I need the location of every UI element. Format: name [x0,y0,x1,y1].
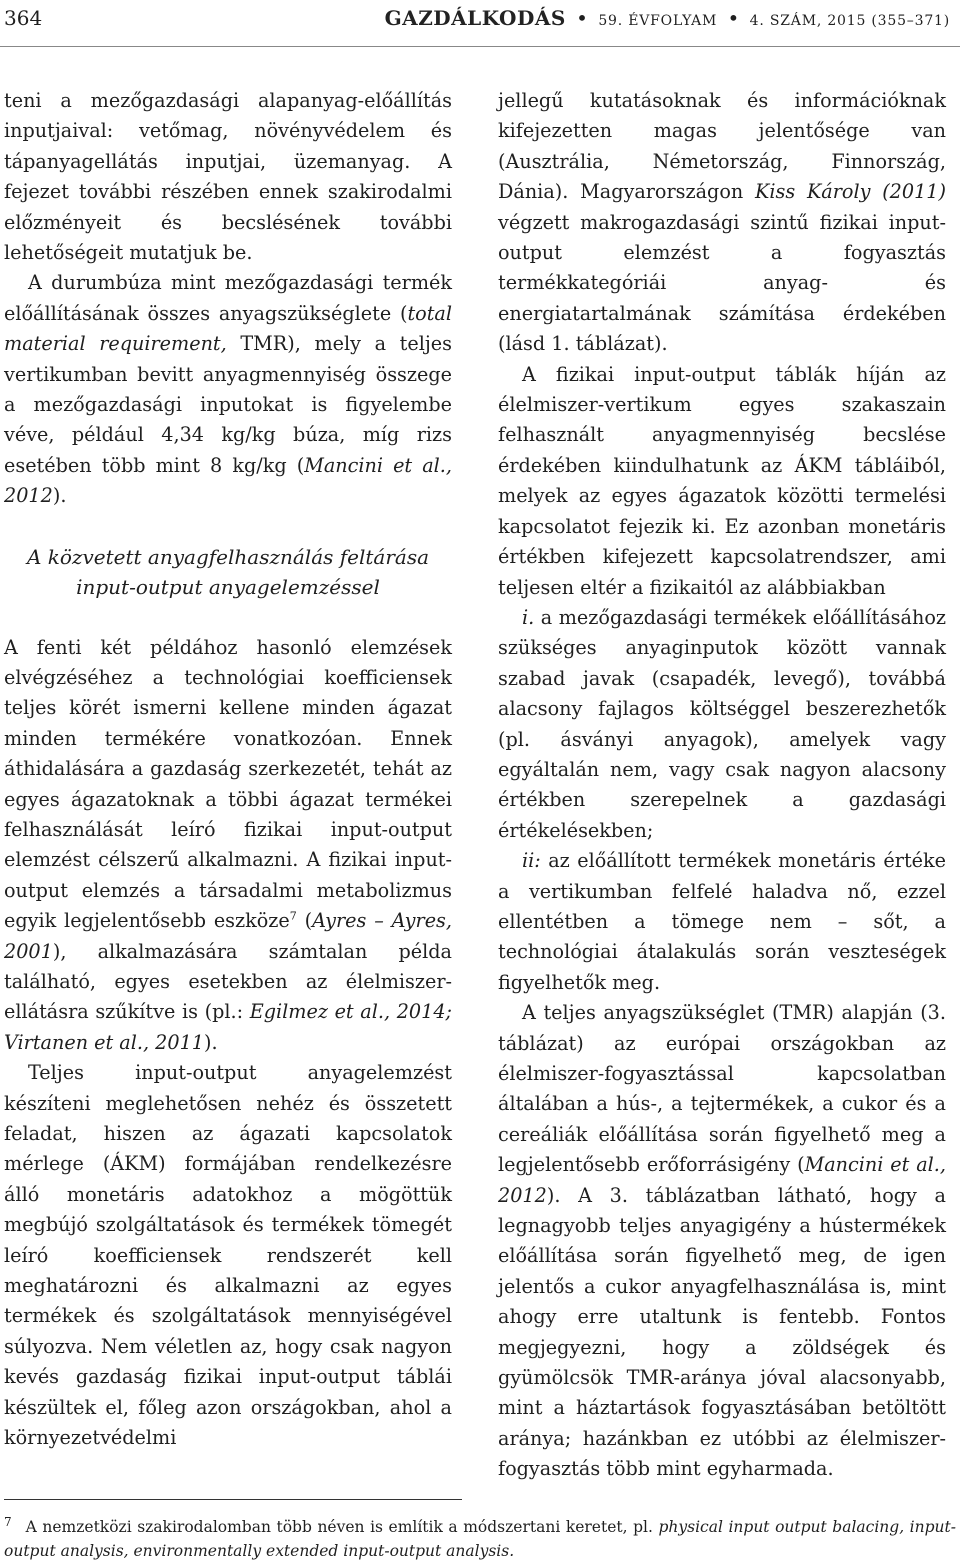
paragraph: teni a mezőgazdasági alapanyag-előállítás inputjaival: vetőmag, növényvédelem és tápanyagellátás inputjai, üzemanyag. A fejezet további részében ennek szakirodalmi előzményeit és becslésének további lehetőségeit mutatjuk be. [4,89,452,265]
right-column [498,86,946,1485]
journal-running-head [385,6,950,30]
issue-info: 4. SZÁM, 2015 (355–371) [749,13,950,29]
paragraph: A fenti két példához hasonló elemzések elvégzéséhez a technológiai koefficiensek teljes körét ismerni kellene minden ágazat minden termékére vonatkozóan. Ennek áthidalására a gazdaság szerkezetét, tehát az egyes ágazatoknak a többi ágazat termékei felhasználását leíró fizikai input-output elemzést célszerű alkalmazni. A fizikai input-output elemzés a társadalmi metabolizmus egyik legjelentősebb eszköze$^7$ (Ayres – Ayres, 2001), alkalmazására számtalan példa található, egyes esetekben az élelmiszer-ellátásra szűkítve is (pl.: Egilmez et al., 2014; Virtanen et al., 2011). [4,635,452,1054]
footnote-mark: 7 [4,1514,12,1529]
paragraph: jellegű kutatásoknak és információknak kifejezetten magas jelentősége van (Ausztrália, Németország, Finnország, Dánia). Magyarországon Kiss Károly (2011) végzett makrogazdasági szintű fizikai input-output elemzést a fogyasztás termékkategóriái anyag- és energiatartalmának számítása érdekében (lásd 1. táblázat). [498,89,946,356]
section-heading: A közvetett anyagfelhasználás feltárása input-output anyagelemzéssel [26,544,430,600]
citation: Kiss Károly (2011) [755,180,946,204]
citation: Ayres – Ayres, 2001 [4,909,452,963]
paragraph: A fizikai input-output táblák híján az élelmiszer-vertikum egyes szakaszain felhasznált anyagmennyiség becslése érdekében kiindulhatunk az ÁKM tábláiból, melyek az egyes ágazatok közötti termelési kapcsolatot fejezik ki. Ez azonban monetáris értékben kifejezett kapcsolatrendszer, ami teljesen eltér a fizikaitól az alábbiakban [498,362,946,599]
paragraph: A teljes anyagszükséglet (TMR) alapján (3. táblázat) az európai országokban az élelmiszer-fogyasztással kapcsolatban általában a hús-, a tejtermékek, a cukor és a cereáliák előállítása során figyelhető meg a legjelentősebb erőforrásigény (Mancini et al., 2012). A 3. táblázatban látható, hogy a legnagyobb teljes anyagigény a hústermékek előállítása során figyelhető meg, de igen jelentős a cukor anyagfelhasználása is, mint ahogy erre utaltunk is fentebb. Fontos megjegyezni, hogy a zöldségek és gyümölcsök TMR-aránya jóval alacsonyabb, mint a háztartások fogyasztásában betöltött aránya; hazánkban ez utóbbi az élelmiszer-fogyasztás több mint egyharmada. [498,1001,946,1481]
header-rule [0,46,960,47]
citation: Egilmez et al., 2014; Virtanen et al., 2011 [4,1000,452,1054]
footnote: $^7$ A nemzetközi szakirodalomban több néven is említik a módszertani keretet, pl. physical input output balacing, input-output analysis, environmentally extended input-output analysis. [4,1514,956,1560]
list-item: i. a mezőgazdasági termékek előállításához szükséges anyaginputok között vannak szabad javak (csapadék, levegő), továbbá alacsony fajlagos költséggel beszerezhetők (pl. ásványi anyagok), amelyek vagy egyáltalán nem, vagy csak nagyon alacsony értékben szerepelnek a gazdasági értékelésekben; [498,605,946,842]
journal-title: GAZDÁLKODÁS [384,6,566,30]
running-header [0,6,960,40]
footnote-rule [4,1499,462,1500]
paragraph: Teljes input-output anyagelemzést készíteni meglehetősen nehéz és összetett feladat, hiszen az ágazati kapcsolatok mérlege (ÁKM) formájában rendelkezésre álló monetáris adatokhoz a mögöttük megbújó szolgáltatások és termékek tömegét leíró koefficiensek rendszerét kell meghatározni és alkalmazni az egyes termékek és szolgáltatások mennyiségével súlyozva. Nem véletlen az, hogy csak nagyon kevés gazdaság fizikai input-output táblái készültek el, főleg azon országokban, ahol a környezetvédelmi [4,1061,452,1450]
left-column [4,86,452,1453]
footnote-ref: 7 [289,909,297,923]
page-number: 364 [4,6,43,30]
volume-info: 59. ÉVFOLYAM [598,13,718,29]
bullet-separator: • [576,6,588,30]
list-item: ii: az előállított termékek monetáris értéke a vertikumban felfelé haladva nő, ezzel ellentétben a tömege nem – sőt, a technológiai átalakulás során veszteségek figyelhetők meg. [498,849,946,994]
citation: Mancini et al., 2012 [498,1153,946,1207]
citation: Mancini et al., 2012 [4,453,452,508]
bullet-separator-2: • [727,6,740,30]
paragraph: A durumbúza mint mezőgazdasági termék előállításának összes anyagszükséglete (total material requirement, TMR), mely a teljes vertikumban bevitt anyagmennyiség összege a mezőgazdasági inputokat is figyelembe véve, például 4,34 kg/kg búza, míg rizs esetében több mint 8 kg/kg (Mancini et al., 2012). [4,271,452,508]
